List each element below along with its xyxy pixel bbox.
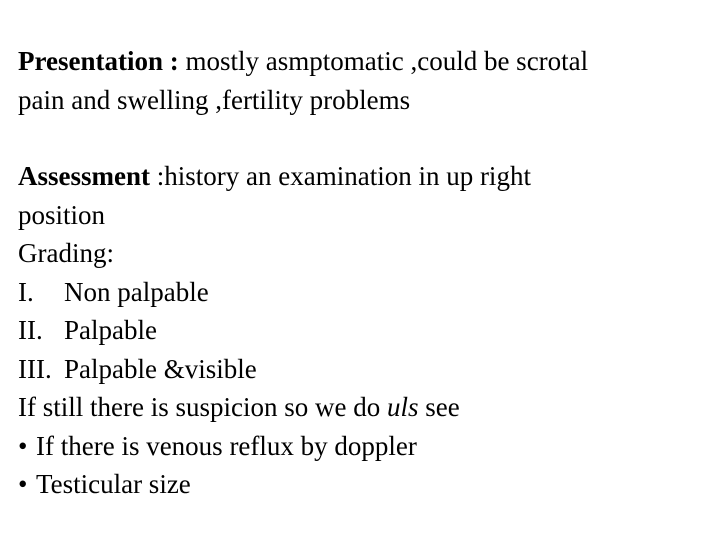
suspicion-text-before: If still there is suspicion so we do xyxy=(18,392,387,422)
bullet-text: If there is venous reflux by doppler xyxy=(36,430,417,461)
presentation-line-2: pain and swelling ,fertility problems xyxy=(18,84,411,115)
grade-numeral: I. xyxy=(18,276,34,307)
bullet-item xyxy=(18,465,708,504)
bullet-glyph: • xyxy=(18,469,28,499)
bullet-item xyxy=(18,427,708,466)
presentation-text-1: mostly asmptomatic ,could be scrotal xyxy=(178,46,589,76)
grade-text: Non palpable xyxy=(64,276,209,307)
grade-item xyxy=(18,350,708,389)
suspicion-line xyxy=(18,388,708,427)
presentation-section xyxy=(18,42,708,119)
assessment-line-1 xyxy=(18,157,708,196)
assessment-label: Assessment xyxy=(18,161,150,191)
grade-text: Palpable &visible xyxy=(64,353,257,384)
presentation-label: Presentation : xyxy=(18,46,179,76)
grading-label: Grading: xyxy=(18,238,114,268)
grade-item xyxy=(18,311,708,350)
bullet-text: Testicular size xyxy=(36,469,191,499)
grade-numeral: III. xyxy=(18,353,52,384)
suspicion-text-after: see xyxy=(418,392,460,422)
grade-text: Palpable xyxy=(64,315,157,345)
grade-numeral: II. xyxy=(18,315,43,345)
presentation-line-1 xyxy=(18,42,708,81)
suspicion-uls: uls xyxy=(386,392,419,422)
assessment-line-2: position xyxy=(18,199,106,230)
bullet-glyph: • xyxy=(18,430,28,461)
grade-item xyxy=(18,273,708,312)
assessment-section xyxy=(18,157,708,504)
assessment-text-1: :history an examination in up right xyxy=(150,161,531,191)
